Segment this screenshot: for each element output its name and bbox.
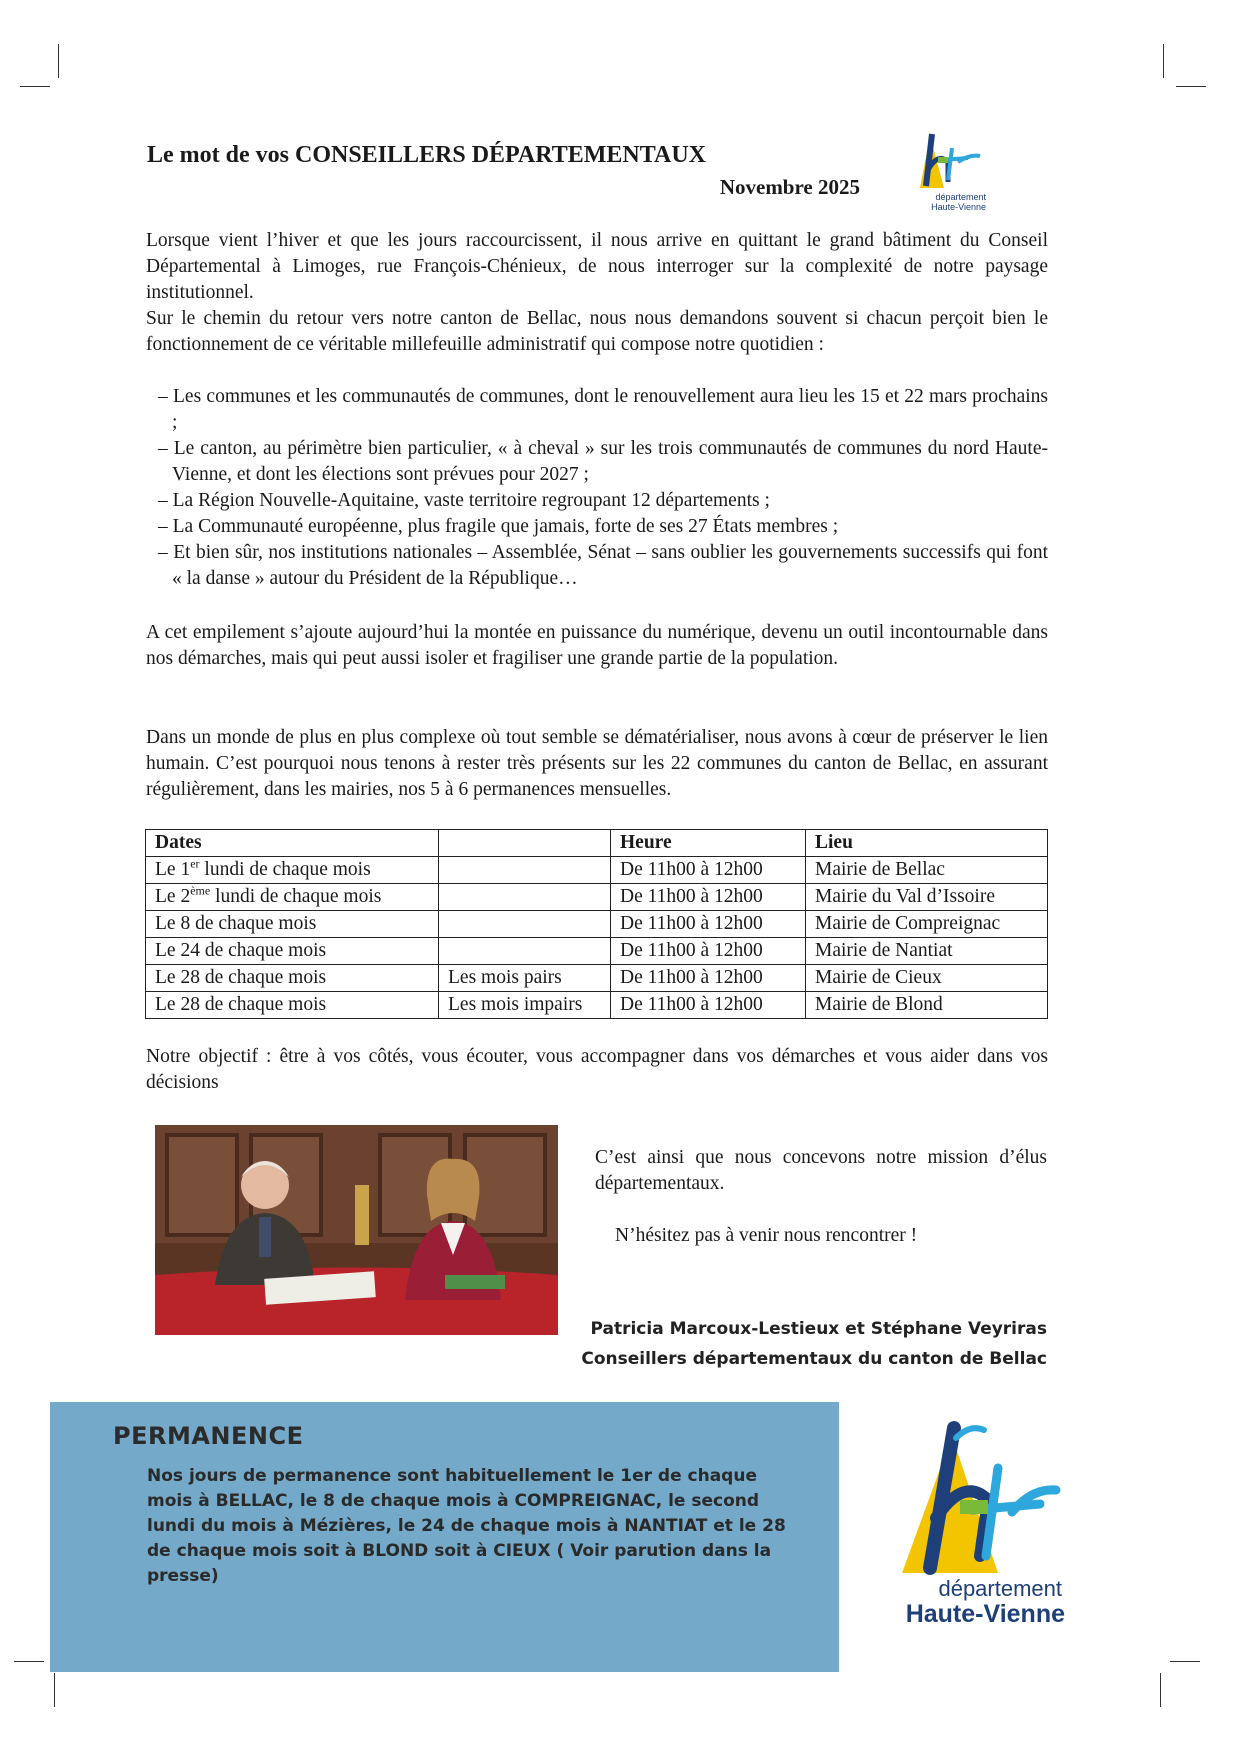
crop-mark (1160, 1673, 1161, 1707)
permanence-title: PERMANENCE (113, 1422, 304, 1450)
cell-note: Les mois impairs (439, 992, 611, 1019)
cell-lieu: Mairie de Bellac (806, 857, 1048, 884)
table-row (146, 938, 1048, 965)
cell-heure: De 11h00 à 12h00 (611, 911, 806, 938)
cell-heure: De 11h00 à 12h00 (611, 992, 806, 1019)
cell-note (439, 857, 611, 884)
signature-role: Conseillers départementaux du canton de Bellac (581, 1349, 1047, 1369)
departement-logo (880, 1418, 1070, 1633)
crop-mark (1176, 86, 1206, 87)
cell-heure: De 11h00 à 12h00 (611, 884, 806, 911)
crop-mark (14, 1661, 44, 1662)
table-row (146, 911, 1048, 938)
mission-text: C’est ainsi que nous concevons notre mission d’élus départementaux. (595, 1147, 1047, 1194)
institutions-list (146, 384, 1048, 592)
table-row (146, 965, 1048, 992)
signature-names: Patricia Marcoux-Lestieux et Stéphane Veyriras (590, 1319, 1047, 1339)
intro-paragraph-1: Lorsque vient l’hiver et que les jours raccourcissent, il nous arrive en quittant le grand bâtiment du Conseil Départemental à Limoges, rue François-Chénieux, de nous interroger sur la complexité de notre paysage institutionnel. (146, 230, 1048, 303)
invite-text: N’hésitez pas à venir nous rencontrer ! (615, 1225, 918, 1246)
cell-note: Les mois pairs (439, 965, 611, 992)
cell-heure: De 11h00 à 12h00 (611, 938, 806, 965)
objectif-paragraph: Notre objectif : être à vos côtés, vous écouter, vous accompagner dans vos démarches et vous aider dans vos décisions (146, 1046, 1048, 1093)
page-title: Le mot de vos CONSEILLERS DÉPARTEMENTAUX (147, 142, 706, 168)
logo-caption: département Haute-Vienne (931, 192, 986, 212)
table-row (146, 857, 1048, 884)
departement-logo-small (908, 130, 986, 212)
signature-block (560, 1314, 1047, 1374)
issue-date: Novembre 2025 (719, 175, 860, 199)
intro-paragraph-2: Sur le chemin du retour vers notre canton de Bellac, nous nous demandons souvent si chacun perçoit bien le fonctionnement de ce véritable millefeuille administratif qui compose notre quotidien : (146, 308, 1048, 355)
cell-date: Le 28 de chaque mois (146, 965, 439, 992)
cell-date: Le 28 de chaque mois (146, 992, 439, 1019)
list-item: – Les communes et les communautés de communes, dont le renouvellement aura lieu les 15 et 22 mars prochains ; (158, 386, 1048, 433)
cell-note (439, 911, 611, 938)
photo-illustration (155, 1125, 558, 1335)
permanence-text: Nos jours de permanence sont habituellement le 1er de chaque mois à BELLAC, le 8 de chaque mois à COMPREIGNAC, le second lundi du mois à Mézières, le 24 de chaque mois à NANTIAT et le 28 de chaque mois soit à BLOND soit à CIEUX ( Voir parution dans la presse) (147, 1466, 786, 1586)
cell-date: Le 2ème lundi de chaque mois (146, 884, 439, 911)
column-header-lieu: Lieu (806, 830, 1048, 857)
table-row (146, 884, 1048, 911)
list-item: – Et bien sûr, nos institutions nationales – Assemblée, Sénat – sans oublier les gouvernements successifs qui font « la danse » autour du Président de la République… (158, 542, 1048, 589)
permanence-box (50, 1402, 839, 1672)
list-item: – La Région Nouvelle-Aquitaine, vaste territoire regroupant 12 départements ; (158, 490, 770, 511)
cell-lieu: Mairie du Val d’Issoire (806, 884, 1048, 911)
cell-lieu: Mairie de Blond (806, 992, 1048, 1019)
crop-mark (1163, 44, 1164, 78)
cell-date: Le 24 de chaque mois (146, 938, 439, 965)
crop-mark (20, 86, 50, 87)
cell-date: Le 1er lundi de chaque mois (146, 857, 439, 884)
cell-lieu: Mairie de Cieux (806, 965, 1048, 992)
column-header-heure: Heure (611, 830, 806, 857)
list-item: – Le canton, au périmètre bien particulier, « à cheval » sur les trois communautés de communes du nord Haute-Vienne, et dont les élections sont prévues pour 2027 ; (158, 438, 1048, 485)
logo-line-haute-vienne: Haute-Vienne (905, 1600, 1065, 1628)
cell-heure: De 11h00 à 12h00 (611, 965, 806, 992)
crop-mark (58, 44, 59, 78)
column-header-dates: Dates (146, 830, 439, 857)
cell-lieu: Mairie de Nantiat (806, 938, 1048, 965)
table-row (146, 992, 1048, 1019)
cell-note (439, 884, 611, 911)
logo-mark-icon (880, 1418, 1070, 1578)
cell-date: Le 8 de chaque mois (146, 911, 439, 938)
logo-line-departement: département (938, 1576, 1062, 1601)
crop-mark (1170, 1661, 1200, 1662)
councillors-photo (155, 1125, 558, 1335)
column-header-note (439, 830, 611, 857)
logo-mark-icon (908, 130, 986, 192)
cell-lieu: Mairie de Compreignac (806, 911, 1048, 938)
paragraph-numerique: A cet empilement s’ajoute aujourd’hui la montée en puissance du numérique, devenu un outil incontournable dans nos démarches, mais qui peut aussi isoler et fragiliser une grande partie de la population. (146, 622, 1048, 669)
closing-message (595, 1145, 1047, 1249)
paragraph-lien-humain: Dans un monde de plus en plus complexe où tout semble se dématérialiser, nous avons à cœur de préserver le lien humain. C’est pourquoi nous tenons à rester très présents sur les 22 communes du canton de Bellac, en assurant régulièrement, dans les mairies, nos 5 à 6 permanences mensuelles. (146, 727, 1048, 800)
crop-mark (54, 1673, 55, 1707)
cell-heure: De 11h00 à 12h00 (611, 857, 806, 884)
permanences-table (145, 829, 1048, 1019)
table-header-row (146, 830, 1048, 857)
cell-note (439, 938, 611, 965)
list-item: – La Communauté européenne, plus fragile que jamais, forte de ses 27 États membres ; (158, 516, 839, 537)
